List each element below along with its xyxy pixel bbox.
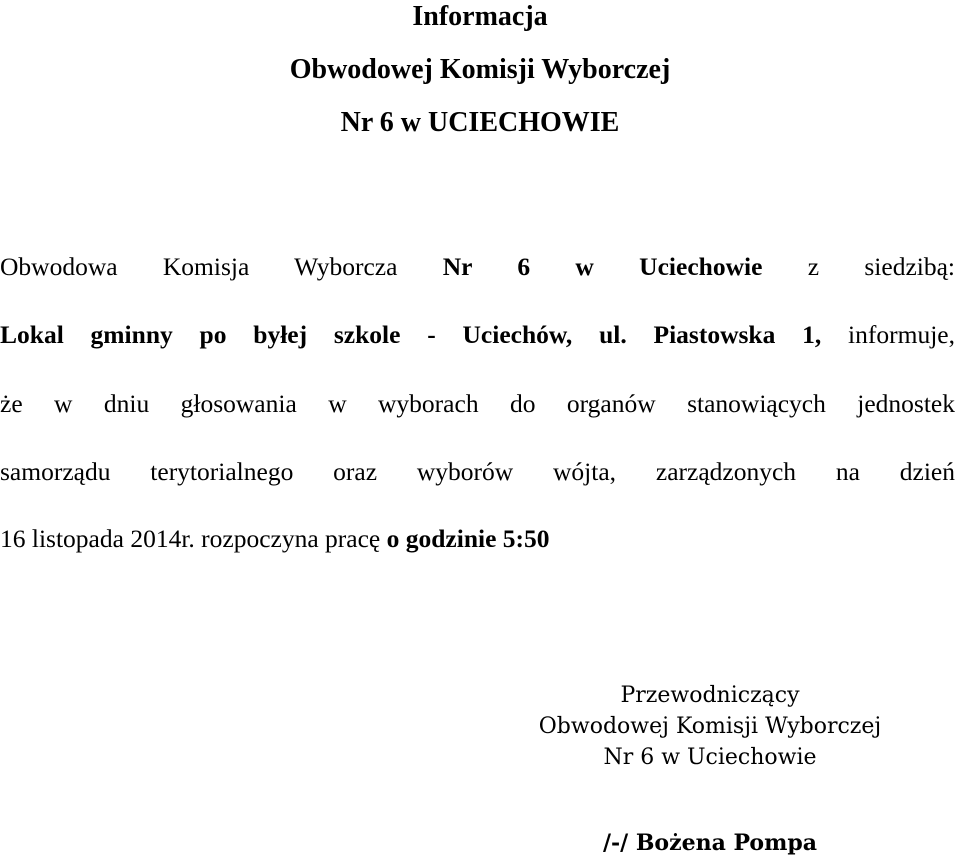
committee-number-title: Nr 6 w UCIECHOWIE <box>340 107 620 138</box>
document-title: Informacja <box>412 1 548 32</box>
paragraph-line-1 <box>0 250 955 284</box>
opening-time-bold: o godzinie 5:50 <box>386 524 550 553</box>
committee-name-text: Obwodowa Komisja Wyborcza <box>0 252 443 281</box>
venue-address-bold: Lokal gminny po byłej szkole - Uciechów, ul. Piastowska 1, <box>0 320 822 349</box>
signature-location: Nr 6 w Uciechowie <box>603 745 817 770</box>
seat-text: z siedzibą: <box>762 252 956 281</box>
paragraph-line-4: samorządu terytorialnego oraz wyborów wójta, zarządzonych na dzień <box>0 457 955 486</box>
committee-number-bold: Nr 6 w Uciechowie <box>442 252 763 281</box>
paragraph-line-5 <box>0 522 955 556</box>
paragraph-line-3: że w dniu głosowania w wyborach do organów stanowiących jednostek <box>0 389 955 418</box>
paragraph-line-2 <box>0 318 955 352</box>
date-text: 16 listopada 2014r. rozpoczyna pracę <box>0 524 387 553</box>
signature-role: Przewodniczący <box>620 683 800 708</box>
document-subtitle: Obwodowej Komisji Wyborczej <box>289 54 671 85</box>
informs-text: informuje, <box>821 320 955 349</box>
signature-name: /-/ Bożena Pompa <box>602 830 818 856</box>
signature-committee: Obwodowej Komisji Wyborczej <box>538 714 882 739</box>
